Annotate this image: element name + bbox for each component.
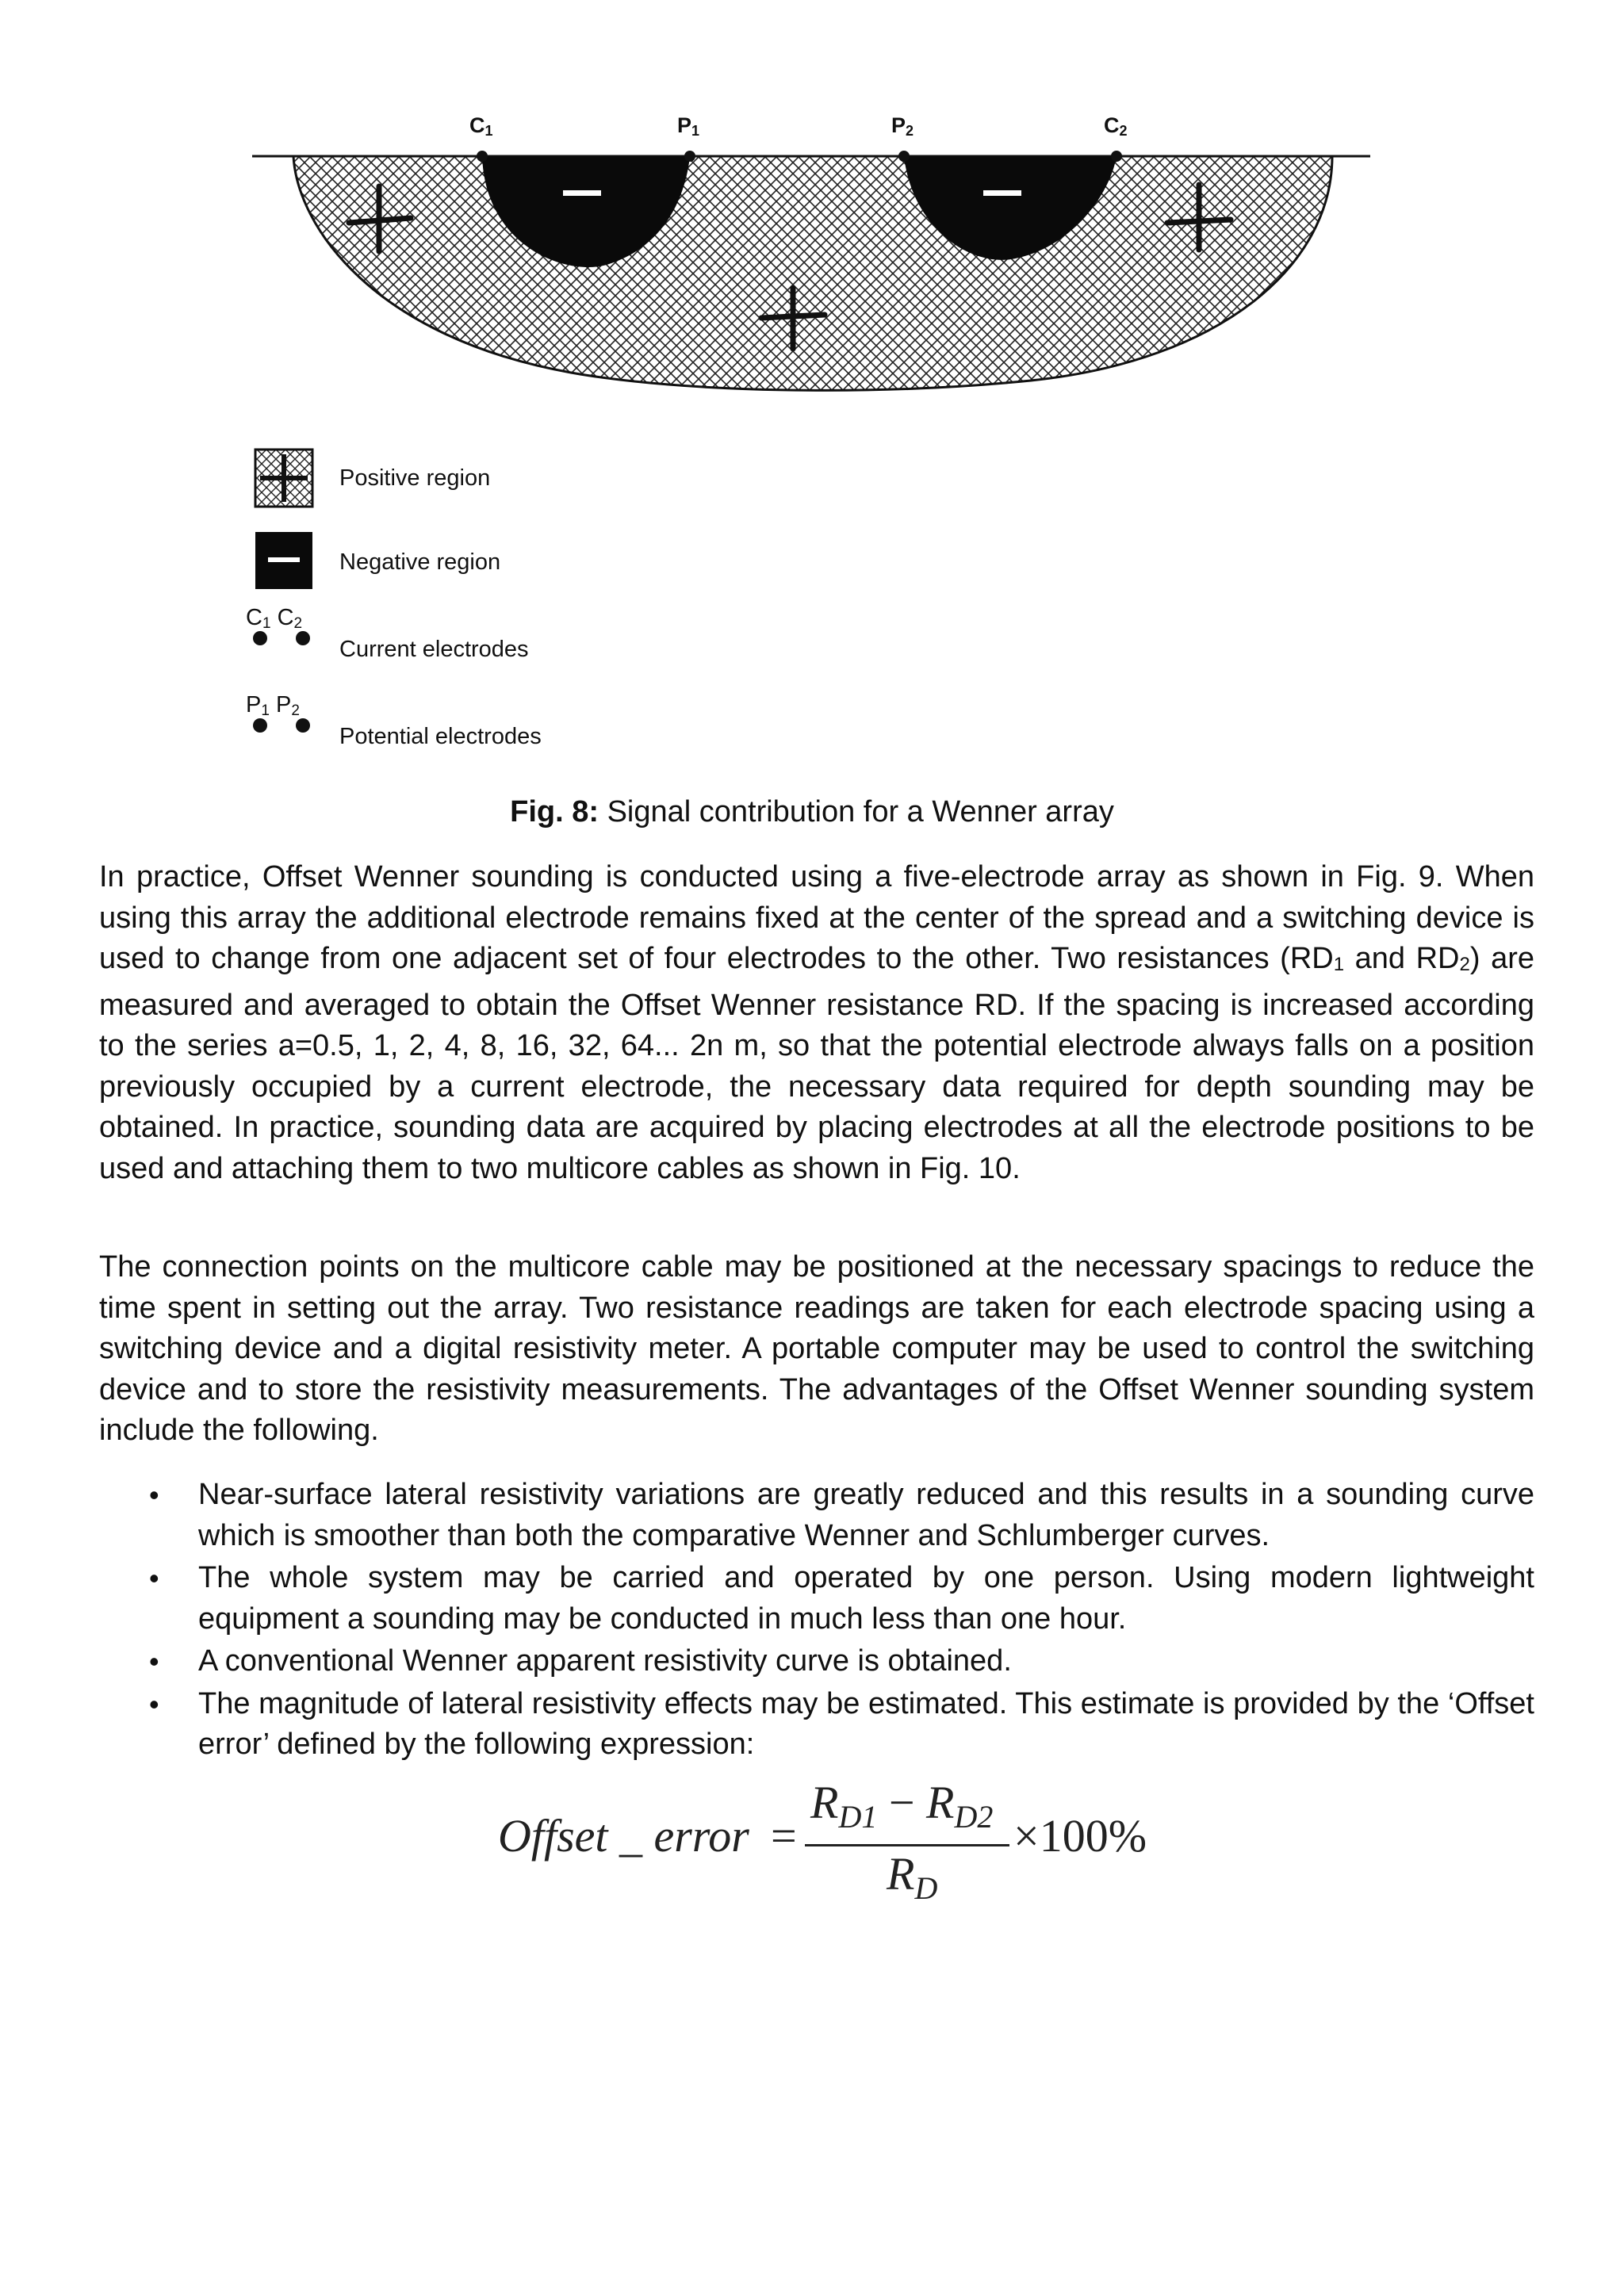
label-c1: $C_1$ bbox=[469, 113, 493, 139]
legend-current-symbols: $C_1$ $C_2$ bbox=[246, 605, 303, 632]
legend-potential-symbols: $P_1$ $P_2$ bbox=[246, 692, 300, 719]
caption-label: Fig. 8: bbox=[510, 795, 599, 828]
paragraph-offset-wenner: In practice, Offset Wenner sounding is conducted using a five-electrode array as shown in Fig. 9. When using this array the additional electrode remains fixed at the center of the spread and a switching device is used to change from one adjacent set of four electrodes to the other. Two resistances ($RD_1$ and $RD_2$) are measured and averaged to obtain the Offset Wenner resistance RD. If the spacing is increased according to the series a=0.5, 1, 2, 4, 8, 16, 32, 64... 2n m, so that the potential electrode always falls on a position previously occupied by a current electrode, the necessary data required for depth sounding may be obtained. In practice, sounding data are acquired by placing electrodes at all the electrode positions to be used and attaching them to two multicore cables as shown in Fig. 10. bbox=[99, 860, 1534, 1185]
bullet-icon: • bbox=[149, 1687, 159, 1720]
legend-potential-label: Potential electrodes bbox=[339, 724, 542, 749]
electrode-c2 bbox=[1111, 151, 1122, 162]
figure-wenner-signal bbox=[238, 107, 1388, 765]
paragraph-multicore-cable: The connection points on the multicore cable may be positioned at the necessary spacings to reduce the time spent in setting out the array. Two resistance readings are taken for each electrode spacing using a switching device and a digital resistivity meter. A portable computer may be used to control the switching device and to store the resistivity measurements. The advantages of the Offset Wenner sounding system include the following. bbox=[99, 1250, 1534, 1447]
legend-positive-swatch bbox=[255, 450, 312, 507]
label-p2: $P_2$ bbox=[891, 113, 914, 139]
legend-positive-label: Positive region bbox=[339, 465, 491, 491]
electrode-c1 bbox=[477, 151, 488, 162]
list-item: • A conventional Wenner apparent resistivity curve is obtained. bbox=[99, 1641, 1534, 1682]
formula-numerator: $R_{D1} - R_{D2}$ bbox=[810, 1777, 994, 1835]
advantages-list bbox=[99, 1475, 1534, 1767]
positive-region-area bbox=[293, 156, 1332, 390]
legend-negative-swatch bbox=[255, 532, 312, 589]
legend-current-dot-1 bbox=[253, 631, 267, 645]
legend-potential-dot-2 bbox=[296, 718, 310, 733]
formula-lhs: Offset _ error bbox=[498, 1810, 749, 1862]
label-c2: $C_2$ bbox=[1104, 113, 1128, 139]
legend-current-dot-2 bbox=[296, 631, 310, 645]
formula-multiplier: ×100% bbox=[1013, 1810, 1147, 1862]
list-item: • The magnitude of lateral resistivity effects may be estimated. This estimate is provided by the ‘Offset error’ defined by the following expression: bbox=[99, 1684, 1534, 1766]
electrode-p1 bbox=[684, 151, 695, 162]
legend-negative-label: Negative region bbox=[339, 549, 501, 575]
wenner-diagram bbox=[238, 107, 1388, 765]
minus-sign-right bbox=[983, 190, 1021, 196]
formula-denominator: $R_D$ bbox=[887, 1848, 938, 1906]
legend-current-label: Current electrodes bbox=[339, 637, 529, 662]
bullet-icon: • bbox=[149, 1562, 159, 1594]
list-item: • The whole system may be carried and operated by one person. Using modern lightweight equipment a sounding may be conducted in much less than one hour. bbox=[99, 1558, 1534, 1640]
minus-sign-left bbox=[563, 190, 601, 196]
bullet-icon: • bbox=[149, 1645, 159, 1678]
formula-fraction-bar bbox=[805, 1844, 1009, 1846]
figure-caption bbox=[0, 795, 1624, 829]
electrode-p2 bbox=[898, 151, 910, 162]
bullet-icon: • bbox=[149, 1479, 159, 1511]
legend-potential-dot-1 bbox=[253, 718, 267, 733]
list-item: • Near-surface lateral resistivity variations are greatly reduced and this results in a sounding curve which is smoother than both the comparative Wenner and Schlumberger curves. bbox=[99, 1475, 1534, 1556]
formula-equals: = bbox=[771, 1810, 797, 1862]
label-p1: $P_1$ bbox=[677, 113, 700, 139]
caption-text: Signal contribution for a Wenner array bbox=[599, 795, 1114, 828]
offset-error-formula bbox=[492, 1776, 1205, 1927]
